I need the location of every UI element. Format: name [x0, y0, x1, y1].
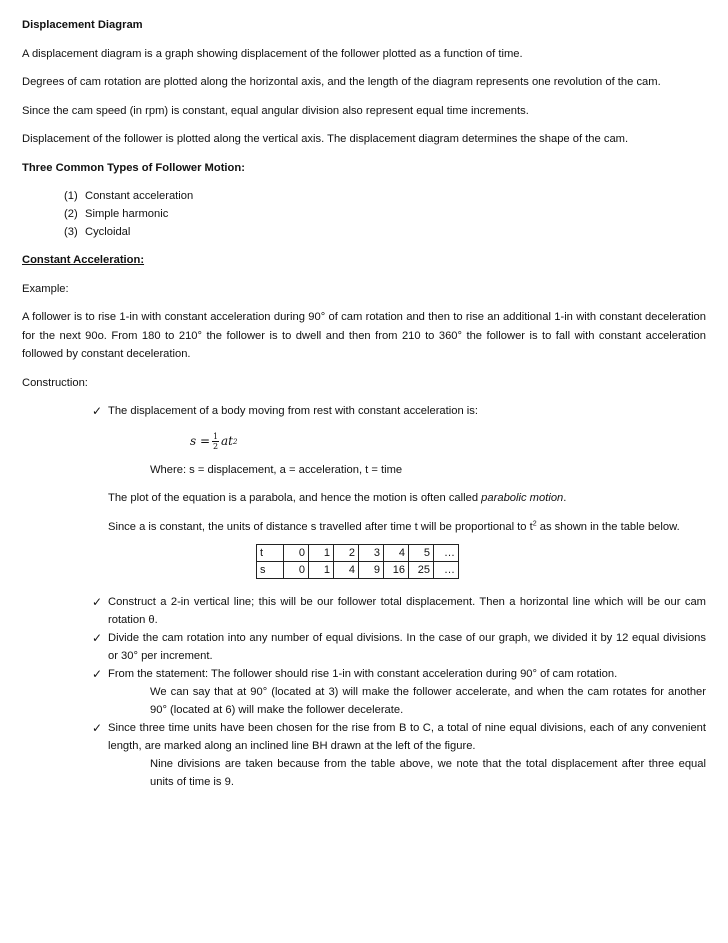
table-cell: 4	[334, 562, 359, 579]
check-icon: ✓	[92, 631, 103, 645]
vertical-axis-paragraph: Displacement of the follower is plotted along the vertical axis. The displacement diagram determines the shape of the cam.	[22, 133, 629, 145]
table-cell: 16	[384, 562, 409, 579]
bullet-displacement	[22, 402, 706, 421]
formula-rhs: at	[221, 434, 234, 449]
table-cell: 5	[409, 545, 434, 562]
check-icon: ✓	[92, 595, 103, 609]
formula: s = $\frac{1}{2}$ at 2	[190, 432, 238, 451]
table-cell: t	[257, 545, 284, 562]
example-label: Example:	[22, 282, 69, 295]
table-cell: 0	[284, 562, 309, 579]
statement-detail: We can say that at 90° (located at 3) will make the follower accelerate, and when the cam rotates for another 90° (located at 6) will make the follower decelerate.	[150, 686, 706, 716]
intro-paragraph: A displacement diagram is a graph showing displacement of the follower plotted as a function of time.	[22, 47, 523, 60]
table-cell: s	[257, 562, 284, 579]
example-paragraph: A follower is to rise 1-in with constant acceleration during 90° of cam rotation and then to rise an additional 1-in with constant deceleration for the next 90o. From 180 to 210° the follower is to dwell and then from 210 to 360° the follower is to fall with constant acceleration followed by constant deceleration.	[22, 311, 706, 360]
table-cell: 1	[309, 545, 334, 562]
list-number: (3)	[64, 226, 78, 238]
axis-paragraph: Degrees of cam rotation are plotted along the horizontal axis, and the length of the diagram represents one revolution of the cam.	[22, 76, 661, 88]
motion-types-heading: Three Common Types of Follower Motion:	[22, 161, 245, 174]
units-text: Since a is constant, the units of distance s travelled after time t will be proportional to t	[108, 520, 533, 533]
where-text: Where: s = displacement, a = acceleration, t = time	[150, 463, 403, 476]
fraction-denominator: 2	[212, 442, 219, 451]
list-label: Simple harmonic	[85, 208, 169, 220]
motion-types-list	[22, 187, 706, 241]
units-superscript: 2	[532, 519, 537, 527]
table-cell: …	[434, 562, 459, 579]
table-cell: 25	[409, 562, 434, 579]
construction-label: Construction:	[22, 376, 88, 389]
fraction-numerator: 1	[212, 432, 219, 441]
list-number: (2)	[64, 208, 78, 220]
table-cell: 1	[309, 562, 334, 579]
table-row	[257, 562, 459, 579]
bullet-text: Construct a 2-in vertical line; this will be our follower total displacement. Then a horizontal line which will be our cam rotation θ.	[108, 596, 706, 626]
table-cell: 2	[334, 545, 359, 562]
construction-steps	[22, 593, 706, 791]
page-title: Displacement Diagram	[22, 19, 143, 31]
bullet-vertical-line	[22, 593, 706, 629]
time-units-detail: Nine divisions are taken because from the table above, we note that the total displacement after three equal units of time is 9.	[150, 758, 706, 788]
parabola-emphasis: parabolic motion	[481, 492, 564, 504]
bullet-text: From the statement: The follower should rise 1-in with constant acceleration during 90° of cam rotation.	[108, 668, 618, 680]
check-icon: ✓	[92, 404, 103, 418]
list-label: Cycloidal	[85, 226, 131, 238]
units-end: as shown in the table below.	[536, 520, 680, 533]
section-heading: Constant Acceleration:	[22, 254, 145, 266]
list-label: Constant acceleration	[85, 190, 194, 202]
bullet-text: Divide the cam rotation into any number of equal divisions. In the case of our graph, we divided it by 12 equal divisions or 30° per increment.	[108, 632, 706, 662]
check-icon: ✓	[92, 667, 103, 681]
formula-lhs: s =	[190, 434, 211, 449]
table-cell: …	[434, 545, 459, 562]
bullet-divide	[22, 629, 706, 665]
table-cell: 9	[359, 562, 384, 579]
list-item	[64, 187, 706, 205]
list-number: (1)	[64, 190, 78, 202]
parabola-end: .	[563, 492, 567, 504]
table-cell: 4	[384, 545, 409, 562]
check-icon: ✓	[92, 721, 103, 735]
bullet-statement	[22, 665, 706, 683]
parabola-text: The plot of the equation is a parabola, and hence the motion is often called	[108, 492, 482, 504]
bullet-text: The displacement of a body moving from rest with constant acceleration is:	[108, 405, 478, 417]
list-item	[64, 205, 706, 223]
table-cell: 0	[284, 545, 309, 562]
bullet-time-units	[22, 719, 706, 755]
time-displacement-table	[256, 544, 459, 579]
formula-fraction	[212, 432, 219, 451]
bullet-text: Since three time units have been chosen for the rise from B to C, a total of nine equal divisions, each of any convenient length, are marked along an inclined line BH drawn at the left of the figure.	[108, 722, 706, 752]
table-row	[257, 545, 459, 562]
cam-speed-paragraph: Since the cam speed (in rpm) is constant, equal angular division also represent equal time increments.	[22, 104, 529, 117]
list-item	[64, 223, 706, 241]
table-cell: 3	[359, 545, 384, 562]
parabola-paragraph	[22, 489, 706, 508]
units-paragraph	[22, 518, 706, 537]
